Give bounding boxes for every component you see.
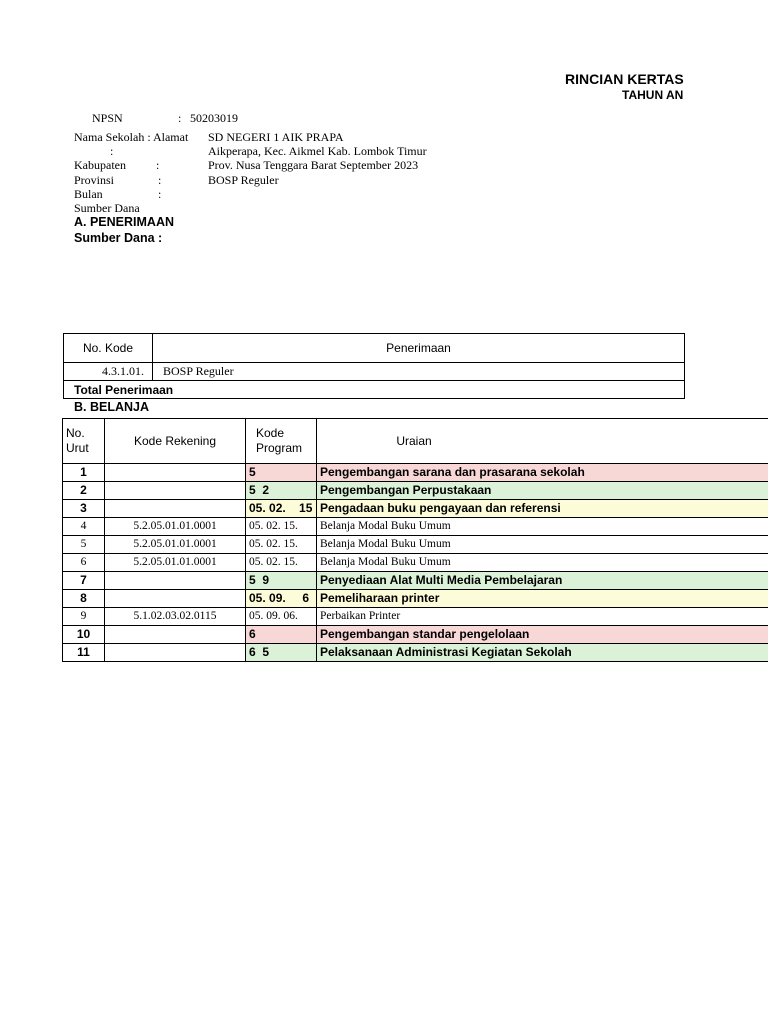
row-no: 6 [63, 554, 105, 572]
document-subtitle: TAHUN AN [622, 88, 684, 102]
row-uraian: Belanja Modal Buku Umum [317, 554, 768, 572]
document-title: RINCIAN KERTAS [565, 71, 684, 87]
row-no: 8 [63, 590, 105, 608]
row-uraian: Belanja Modal Buku Umum [317, 518, 768, 536]
row-no: 2 [63, 482, 105, 500]
row-no: 4 [63, 518, 105, 536]
table-row [63, 608, 768, 626]
header-kode-rekening: Kode Rekening [105, 419, 246, 464]
provinsi-separator: : [158, 173, 162, 187]
row-kode-program: 6 [246, 626, 317, 644]
table-row [63, 464, 768, 482]
row-uraian: Pelaksanaan Administrasi Kegiatan Sekolah [317, 644, 768, 662]
section-b-title: B. BELANJA [74, 400, 150, 414]
row-kode-rekening: 5.2.05.01.01.0001 [105, 554, 246, 572]
row-kode-rekening [105, 464, 246, 482]
row-no: 11 [63, 644, 105, 662]
table-row [63, 500, 768, 518]
bulan-label: Bulan [74, 187, 103, 201]
row-kode-rekening [105, 590, 246, 608]
row-kode-rekening: 5.2.05.01.01.0001 [105, 518, 246, 536]
table-row [63, 536, 768, 554]
row-uraian: Pengembangan sarana dan prasarana sekolah [317, 464, 768, 482]
school-name-label: Nama Sekolah : Alamat [74, 130, 189, 144]
row-uraian: Perbaikan Printer [317, 608, 768, 626]
penerimaan-kode: 4.3.1.01. [64, 363, 153, 381]
header-no-kode: No. Kode [64, 334, 153, 363]
row-kode-rekening: 5.2.05.01.01.0001 [105, 536, 246, 554]
belanja-table [62, 418, 768, 662]
kabupaten-value: Prov. Nusa Tenggara Barat September 2023 [208, 158, 419, 172]
section-a-title: A. PENERIMAAN [74, 215, 175, 229]
provinsi-value: BOSP Reguler [208, 173, 279, 187]
address-value: Aikperapa, Kec. Aikmel Kab. Lombok Timur [208, 144, 427, 158]
address-separator: : [110, 144, 114, 158]
row-no: 7 [63, 572, 105, 590]
row-kode-program: 5 2 [246, 482, 317, 500]
penerimaan-header-row [64, 334, 685, 363]
row-uraian: Pengadaan buku pengayaan dan referensi [317, 500, 768, 518]
section-a-sumber-dana: Sumber Dana : [74, 231, 163, 245]
row-kode-rekening [105, 500, 246, 518]
table-row [63, 554, 768, 572]
npsn-separator: : [178, 111, 182, 125]
penerimaan-row [64, 363, 685, 381]
total-penerimaan-label: Total Penerimaan [64, 381, 685, 399]
sumber-dana-label: Sumber Dana [74, 201, 140, 215]
header-kode-program: Kode Program [246, 419, 317, 464]
row-no: 5 [63, 536, 105, 554]
penerimaan-table [63, 333, 685, 399]
belanja-body [63, 464, 768, 662]
penerimaan-name: BOSP Reguler [153, 363, 685, 381]
table-row [63, 590, 768, 608]
header-no-urut: No. Urut [63, 419, 105, 464]
belanja-header-row [63, 419, 768, 464]
row-kode-program: 05. 02. 15. [246, 536, 317, 554]
row-kode-rekening [105, 644, 246, 662]
row-no: 9 [63, 608, 105, 626]
table-row [63, 644, 768, 662]
row-kode-program: 05. 09. 06. [246, 608, 317, 626]
row-uraian: Pengembangan Perpustakaan [317, 482, 768, 500]
row-uraian: Belanja Modal Buku Umum [317, 536, 768, 554]
row-kode-rekening [105, 572, 246, 590]
kabupaten-label: Kabupaten [74, 158, 126, 172]
row-kode-program: 5 [246, 464, 317, 482]
row-uraian: Penyediaan Alat Multi Media Pembelajaran [317, 572, 768, 590]
table-row [63, 518, 768, 536]
header-penerimaan: Penerimaan [153, 334, 685, 363]
row-no: 1 [63, 464, 105, 482]
row-kode-program: 5 9 [246, 572, 317, 590]
row-no: 3 [63, 500, 105, 518]
row-kode-program: 05. 02. 15. [246, 518, 317, 536]
row-kode-program: 6 5 [246, 644, 317, 662]
row-kode-rekening: 5.1.02.03.02.0115 [105, 608, 246, 626]
penerimaan-total-row [64, 381, 685, 399]
table-row [63, 482, 768, 500]
row-no: 10 [63, 626, 105, 644]
row-kode-program: 05. 02. 15 [246, 500, 317, 518]
row-uraian: Pengembangan standar pengelolaan [317, 626, 768, 644]
table-row [63, 572, 768, 590]
npsn-label: NPSN [92, 111, 123, 125]
row-kode-rekening [105, 626, 246, 644]
row-kode-program: 05. 09. 6 [246, 590, 317, 608]
school-name-value: SD NEGERI 1 AIK PRAPA [208, 130, 344, 144]
provinsi-label: Provinsi [74, 173, 115, 187]
row-uraian: Pemeliharaan printer [317, 590, 768, 608]
table-row [63, 626, 768, 644]
kabupaten-separator: : [156, 158, 160, 172]
header-uraian: Uraian [317, 419, 768, 464]
bulan-separator: : [158, 187, 162, 201]
row-kode-rekening [105, 482, 246, 500]
npsn-value: 50203019 [190, 111, 238, 125]
row-kode-program: 05. 02. 15. [246, 554, 317, 572]
